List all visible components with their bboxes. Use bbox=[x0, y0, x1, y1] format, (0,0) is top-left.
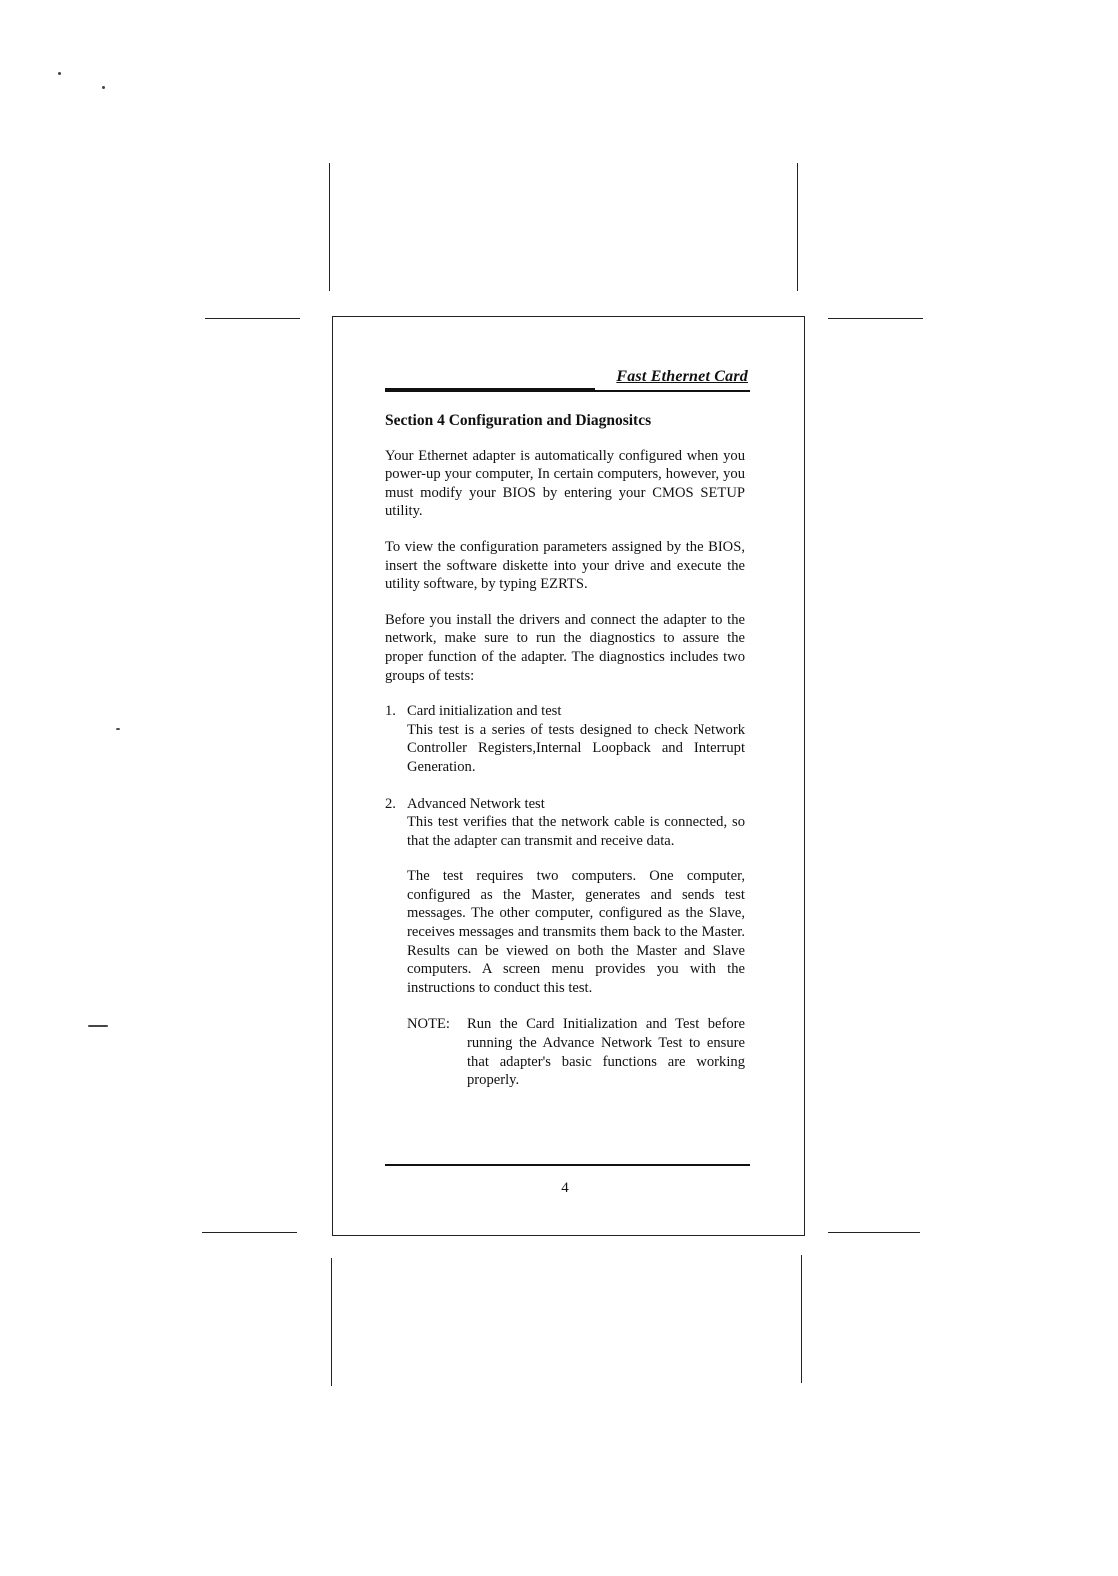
crop-mark bbox=[331, 1258, 332, 1386]
scan-speck bbox=[58, 72, 61, 75]
list-number: 2. bbox=[385, 795, 396, 812]
crop-mark bbox=[797, 163, 798, 291]
page-number: 4 bbox=[561, 1180, 569, 1196]
list-item-title: Advanced Network test bbox=[407, 795, 545, 812]
crop-mark bbox=[828, 1232, 920, 1233]
list-item-body: This test verifies that the network cable is connected, so that the adapter can transmit and receive data. bbox=[407, 814, 745, 849]
paragraph: Your Ethernet adapter is automatically configured when you power-up your computer, In certain computers, however, you must modify your BIOS by entering your CMOS SETUP utility. bbox=[385, 447, 745, 520]
crop-mark bbox=[801, 1255, 802, 1383]
header-rule-thick bbox=[385, 388, 595, 392]
list-item-body: This test is a series of tests designed to check Network Controller Registers,Internal Loopback and Interrupt Generation. bbox=[407, 721, 745, 775]
note bbox=[385, 1015, 745, 1089]
list-item bbox=[385, 795, 745, 998]
note-label: NOTE: bbox=[407, 1016, 450, 1033]
page-content bbox=[385, 412, 745, 1090]
note-text: Run the Card Initialization and Test before running the Advance Network Test to ensure that adapter's basic functions are working properly. bbox=[467, 1016, 745, 1089]
scan-speck bbox=[116, 728, 120, 730]
page-header bbox=[385, 366, 750, 394]
paragraph: To view the configuration parameters assigned by the BIOS, insert the software diskette into your drive and execute the utility software, by typing EZRTS. bbox=[385, 538, 745, 593]
crop-mark bbox=[828, 318, 923, 319]
test-list bbox=[385, 702, 745, 997]
crop-mark bbox=[329, 163, 330, 291]
list-item-paragraph: The test requires two computers. One computer, configured as the Master, generates and sends test messages. The other computer, configured as the Slave, receives messages and transmits them back to the Master. Results can be viewed on both the Master and Slave computers. A screen menu provides you with the instructions to conduct this test. bbox=[407, 868, 745, 996]
footer-rule bbox=[385, 1164, 750, 1166]
list-number: 1. bbox=[385, 703, 396, 720]
header-title: Fast Ethernet Card bbox=[616, 368, 748, 385]
scan-speck bbox=[102, 86, 105, 89]
crop-mark bbox=[202, 1232, 297, 1233]
list-item-title: Card initialization and test bbox=[407, 703, 562, 720]
list-item bbox=[385, 702, 745, 776]
paragraph: Before you install the drivers and connect the adapter to the network, make sure to run the diagnostics to assure the proper function of the adapter. The diagnostics includes two groups of tests: bbox=[385, 611, 745, 684]
section-title: Section 4 Configuration and Diagnositcs bbox=[385, 412, 652, 429]
crop-mark bbox=[205, 318, 300, 319]
scan-speck bbox=[88, 1025, 108, 1027]
